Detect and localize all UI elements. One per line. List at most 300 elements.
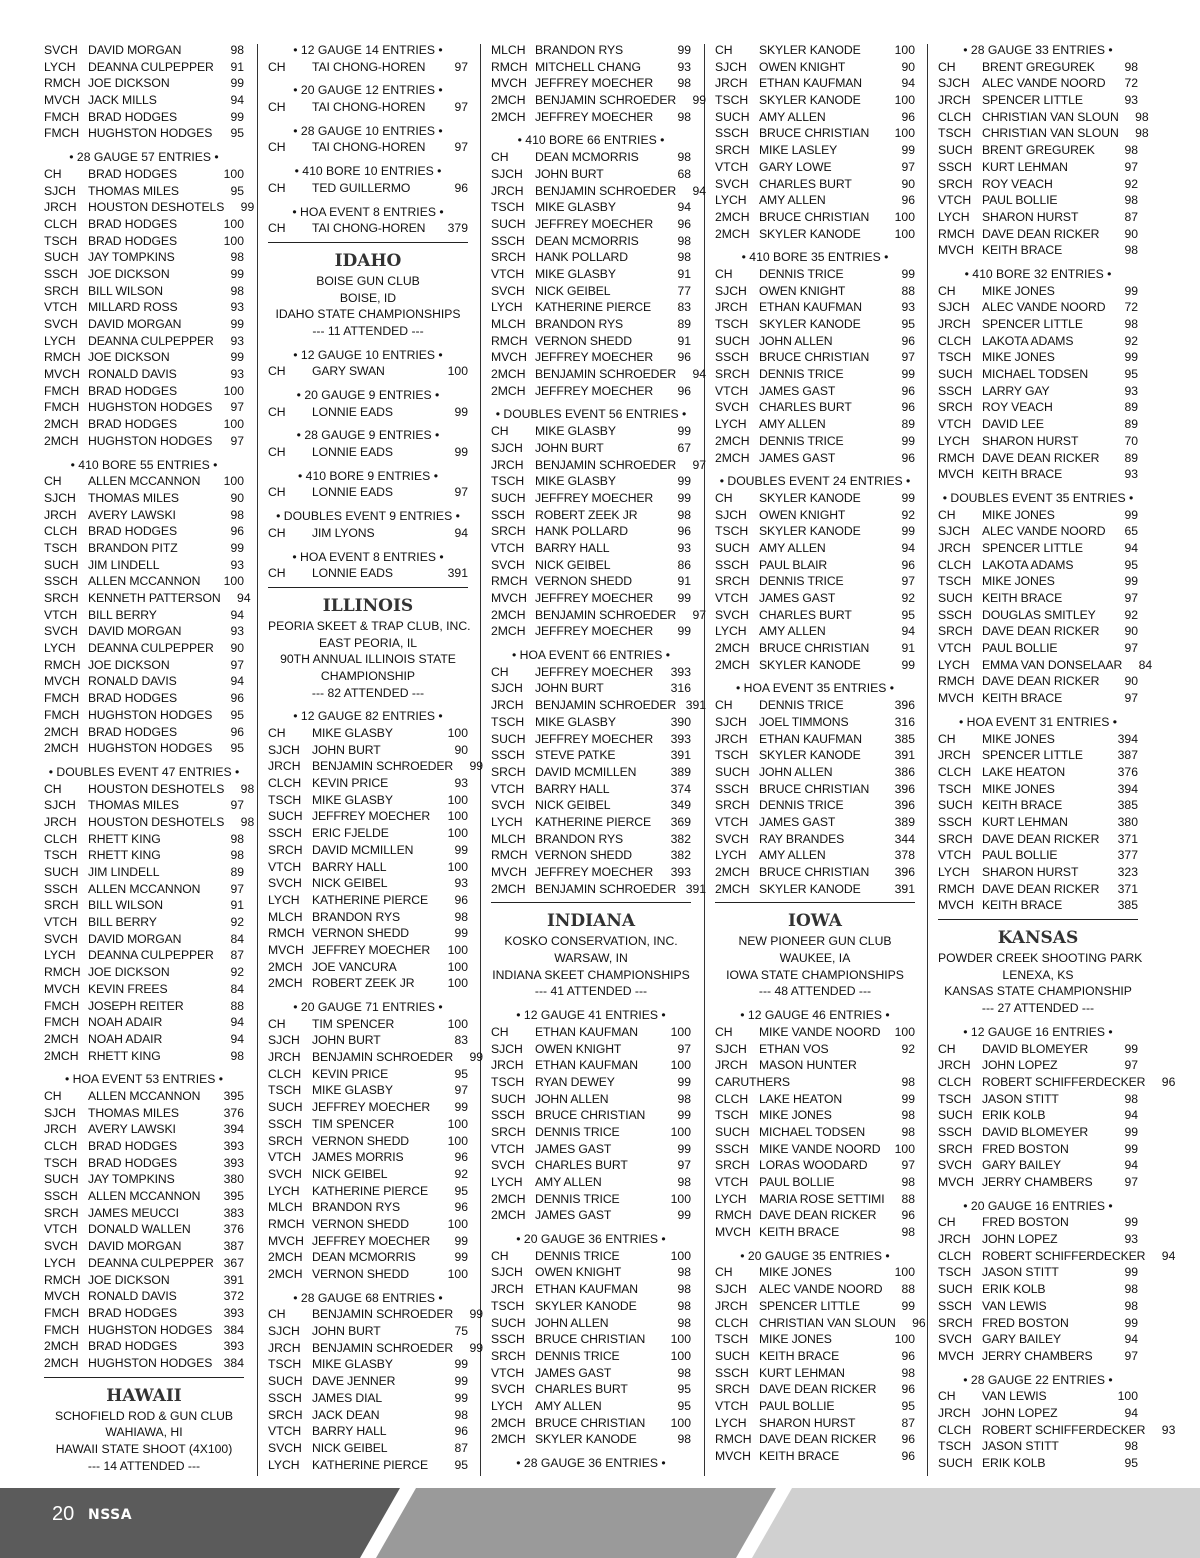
shooter-name: MIKE JONES: [759, 1265, 832, 1280]
class-code: SUCH: [715, 109, 750, 124]
event-heading: • 410 BORE 66 ENTRIES •: [517, 133, 665, 148]
result-row: [938, 92, 1138, 109]
score: 94: [677, 200, 691, 215]
class-code: VTCH: [715, 159, 749, 174]
score: 394: [1117, 731, 1138, 746]
results-columns: [44, 42, 1176, 1478]
shooter-name: BARRY HALL: [312, 859, 387, 874]
result-row: [938, 1455, 1138, 1472]
score: 99: [454, 445, 468, 460]
result-row: [268, 859, 468, 876]
score: 96: [901, 1208, 915, 1223]
result-row: [44, 724, 244, 741]
score: 87: [901, 1415, 915, 1430]
shooter-name: DEANNA CULPEPPER: [88, 59, 214, 74]
state-section: [268, 587, 471, 701]
result-row: [938, 764, 1138, 781]
shooter-name: JOHN BURT: [312, 742, 381, 757]
result-row: [44, 1338, 244, 1355]
column-divider: [704, 44, 705, 1476]
class-code: CLCH: [44, 1139, 78, 1153]
score: 367: [223, 1255, 244, 1270]
result-row: [491, 183, 707, 200]
shooter-name: BENJAMIN SCHROEDER: [312, 1307, 454, 1322]
result-row: [491, 1248, 691, 1265]
score: 99: [692, 93, 707, 108]
shoot-info-line: CHAMPIONSHIP: [320, 668, 416, 683]
result-row: [715, 433, 915, 450]
score: 98: [1135, 126, 1149, 141]
shooter-name: VERNON SHEDD: [535, 574, 632, 589]
score: 395: [223, 1088, 244, 1103]
shooter-name: DEAN MCMORRIS: [535, 150, 639, 165]
shoot-info-line: WAUKEE, IA: [779, 951, 851, 966]
shoot-info-line: --- 41 ATTENDED ---: [534, 984, 648, 999]
class-code: SSCH: [938, 1298, 972, 1313]
result-row: [491, 1398, 691, 1415]
class-code: SVCH: [44, 931, 78, 946]
class-code: FMCH: [44, 998, 80, 1013]
result-row: [938, 607, 1138, 624]
shooter-name: DENNIS TRICE: [759, 367, 844, 382]
class-code: CH: [268, 140, 286, 155]
result-row: [44, 981, 244, 998]
class-code: SSCH: [44, 266, 78, 281]
shooter-name: JAMES GAST: [759, 383, 836, 398]
score: 97: [454, 100, 468, 115]
score: 99: [901, 1091, 915, 1106]
result-row: [44, 707, 244, 724]
shooter-name: BENJAMIN SCHROEDER: [535, 698, 677, 713]
class-code: JRCH: [938, 748, 971, 763]
score: 99: [901, 266, 915, 281]
shooter-name: DAVE DEAN RICKER: [759, 1382, 877, 1397]
shooter-name: CHARLES BURT: [535, 1158, 628, 1173]
class-code: SJCH: [715, 1282, 747, 1297]
score: 97: [454, 485, 468, 500]
class-code: 2MCH: [491, 383, 526, 398]
class-code: SRCH: [938, 831, 973, 846]
shoot-info-line: KANSAS STATE CHAMPIONSHIP: [944, 984, 1132, 999]
shooter-name: KURT LEHMAN: [982, 159, 1068, 174]
result-row: [491, 1381, 691, 1398]
score: 96: [677, 350, 691, 365]
class-code: 2MCH: [268, 976, 303, 991]
shooter-name: BRENT GREGUREK: [982, 143, 1095, 158]
event-heading: • 28 GAUGE 33 ENTRIES •: [963, 43, 1113, 57]
score: 98: [1124, 193, 1138, 208]
class-code: SSCH: [715, 126, 749, 141]
shooter-name: JOSEPH REITER: [88, 998, 184, 1013]
score: 100: [447, 1133, 468, 1148]
class-code: TSCH: [938, 1439, 972, 1454]
class-code: SJCH: [491, 1041, 523, 1056]
state-heading: HAWAII: [106, 1385, 182, 1406]
shooter-name: MIKE GLASBY: [535, 424, 616, 439]
score: 98: [901, 1365, 915, 1380]
shooter-name: THOMAS MILES: [88, 183, 179, 198]
score: 98: [230, 507, 244, 522]
class-code: SSCH: [715, 1365, 749, 1380]
class-code: SUCH: [491, 216, 526, 231]
class-code: TSCH: [938, 126, 972, 141]
result-row: [938, 1438, 1138, 1455]
score: 65: [1124, 524, 1138, 539]
result-row: [268, 99, 468, 116]
class-code: SSCH: [938, 1124, 972, 1139]
score: 100: [223, 383, 244, 398]
shooter-name: RYAN DEWEY: [535, 1074, 615, 1089]
class-code: 2MCH: [44, 724, 79, 739]
shooter-name: MIKE GLASBY: [535, 474, 616, 489]
result-row: [938, 747, 1138, 764]
shooter-name: SPENCER LITTLE: [982, 748, 1083, 763]
shoot-info-line: KOSKO CONSERVATION, INC.: [504, 934, 678, 949]
result-row: [44, 383, 244, 400]
shoot-info-line: --- 82 ATTENDED ---: [311, 685, 425, 700]
result-row: [938, 192, 1138, 209]
result-row: [44, 473, 244, 490]
result-row: [44, 897, 244, 914]
result-row: [715, 109, 915, 126]
shoot-info-line: --- 14 ATTENDED ---: [87, 1458, 201, 1473]
score: 99: [454, 1100, 468, 1115]
class-code: LYCH: [268, 1457, 300, 1472]
result-row: [715, 1448, 915, 1465]
class-code: SUCH: [491, 490, 526, 505]
shooter-name: JASON STITT: [982, 1265, 1059, 1280]
score: 379: [447, 221, 468, 236]
shooter-name: SKYLER KANODE: [535, 1298, 637, 1313]
result-row: [938, 507, 1138, 524]
shooter-name: NICK GEIBEL: [312, 876, 388, 891]
score: 98: [230, 848, 244, 863]
class-code: LYCH: [44, 59, 76, 74]
result-row: [715, 1091, 915, 1108]
shooter-name: JAY TOMPKINS: [88, 1172, 175, 1187]
result-row: [44, 1238, 244, 1255]
result-row: [491, 283, 691, 300]
result-row: [44, 216, 244, 233]
score: 95: [677, 1398, 691, 1413]
class-code: VTCH: [44, 300, 78, 315]
class-code: SVCH: [491, 1382, 525, 1397]
score: 96: [230, 524, 244, 539]
shooter-name: JOHN BURT: [535, 681, 604, 696]
shooter-name: ROBERT SCHIFFERDECKER: [982, 1074, 1146, 1089]
shooter-name: VAN LEWIS: [982, 1389, 1047, 1404]
result-row: [491, 1191, 691, 1208]
class-code: SUCH: [715, 333, 750, 348]
score: 95: [230, 126, 244, 141]
class-code: JRCH: [715, 300, 748, 315]
state-heading: IDAHO: [334, 250, 402, 271]
shooter-name: ROY VEACH: [982, 176, 1053, 191]
score: 387: [1117, 748, 1138, 763]
score: 96: [454, 892, 468, 907]
score: 100: [670, 1024, 691, 1039]
result-row: [44, 847, 244, 864]
score: 99: [677, 1141, 691, 1156]
class-code: SUCH: [938, 591, 973, 605]
score: 99: [1124, 1124, 1138, 1139]
score: 96: [901, 333, 915, 348]
shooter-name: BRANDON PITZ: [88, 540, 178, 555]
shooter-name: RONALD DAVIS: [88, 674, 177, 689]
shooter-name: JEFFREY MOECHER: [535, 383, 654, 398]
class-code: RMCH: [938, 881, 975, 896]
score: 384: [223, 1322, 244, 1337]
shooter-name: AMY ALLEN: [535, 1398, 602, 1413]
score: 316: [670, 681, 691, 696]
result-row: [715, 399, 915, 416]
shooter-name: NICK GEIBEL: [535, 798, 611, 813]
class-code: SRCH: [715, 143, 750, 158]
class-code: FMCH: [44, 400, 80, 415]
result-row: [491, 1157, 691, 1174]
class-code: LYCH: [715, 1191, 747, 1206]
class-code: MVCH: [938, 898, 974, 913]
result-row: [938, 814, 1138, 831]
score: 98: [1124, 59, 1138, 74]
class-code: SRCH: [938, 176, 973, 191]
score: 90: [901, 176, 915, 191]
score: 90: [1124, 624, 1138, 639]
result-row: [715, 1224, 915, 1241]
shooter-name: BRAD HODGES: [88, 1139, 177, 1153]
score: 99: [901, 433, 915, 448]
result-row: [491, 507, 691, 524]
score: 99: [230, 109, 244, 124]
result-row: [715, 490, 915, 507]
shooter-name: MIKE GLASBY: [535, 714, 616, 729]
class-code: SUCH: [491, 1315, 526, 1330]
shooter-name: JOHN BURT: [312, 1324, 381, 1339]
score: 92: [230, 915, 244, 930]
score: 98: [677, 250, 691, 265]
class-code: 2MCH: [44, 433, 79, 448]
shooter-name: JAMES GAST: [535, 1365, 612, 1380]
score: 89: [1124, 400, 1138, 415]
score: 99: [1124, 1315, 1138, 1330]
shooter-name: PAUL BOLLIE: [982, 848, 1058, 863]
class-code: SUCH: [938, 367, 973, 382]
score: 97: [1124, 1058, 1138, 1073]
shooter-name: BENJAMIN SCHROEDER: [312, 1340, 454, 1355]
result-row: [491, 607, 707, 624]
score: 89: [677, 317, 691, 331]
shooter-name: PAUL BLAIR: [759, 557, 828, 572]
score: 98: [1124, 1091, 1138, 1106]
class-code: SUCH: [491, 1091, 526, 1106]
class-code: CH: [491, 664, 509, 679]
class-code: MVCH: [44, 981, 80, 996]
class-code: SVCH: [491, 283, 525, 298]
class-code: JRCH: [491, 183, 524, 198]
score: 98: [677, 1091, 691, 1106]
result-row: [715, 881, 915, 898]
result-row: [938, 657, 1153, 674]
result-row: [268, 942, 468, 959]
score: 93: [454, 776, 468, 791]
result-row: [938, 1107, 1138, 1124]
class-code: SJCH: [715, 59, 747, 74]
class-code: TSCH: [491, 474, 525, 489]
result-row: [491, 75, 691, 92]
score: 88: [901, 1191, 915, 1206]
class-code: CH: [715, 490, 733, 505]
result-row: [44, 998, 244, 1015]
result-row: [268, 1440, 468, 1457]
score: 391: [447, 566, 468, 581]
shooter-name: SKYLER KANODE: [759, 881, 861, 896]
class-code: 2MCH: [44, 1048, 79, 1063]
score: 98: [454, 909, 468, 924]
class-code: RMCH: [44, 965, 81, 980]
shooter-name: JOHN ALLEN: [535, 1315, 609, 1330]
result-row: [491, 764, 691, 781]
result-row: [44, 1205, 244, 1222]
score: 97: [454, 1083, 468, 1098]
result-row: [938, 1041, 1138, 1058]
score: 100: [447, 826, 468, 841]
event-heading: • 28 GAUGE 9 ENTRIES •: [296, 428, 440, 443]
result-row: [715, 1174, 915, 1191]
result-row: [268, 825, 468, 842]
class-code: CH: [268, 59, 286, 74]
shooter-name: VERNON SHEDD: [535, 848, 632, 863]
class-code: MVCH: [491, 76, 527, 91]
score: 100: [447, 726, 468, 740]
state-section: [44, 1377, 244, 1475]
result-row: [44, 881, 244, 898]
shooter-name: ERIK KOLB: [982, 1456, 1046, 1470]
shooter-name: JAMES GAST: [535, 1208, 612, 1223]
result-row: [44, 797, 244, 814]
column-divider: [927, 44, 928, 1476]
shooter-name: RHETT KING: [88, 1048, 161, 1063]
score: 94: [1124, 1332, 1138, 1347]
shooter-name: LAKE HEATON: [982, 764, 1066, 779]
class-code: SVCH: [44, 317, 78, 331]
shooter-name: BRUCE CHRISTIAN: [535, 1332, 646, 1347]
score: 84: [1138, 657, 1153, 672]
result-row: [938, 1057, 1138, 1074]
result-row: [715, 1365, 915, 1382]
result-row: [715, 714, 915, 731]
class-code: RMCH: [491, 848, 528, 863]
class-code: CLCH: [268, 776, 302, 791]
score: 98: [901, 1108, 915, 1123]
class-code: TSCH: [715, 317, 749, 331]
shooter-name: DAVE DEAN RICKER: [759, 1208, 877, 1223]
class-code: LYCH: [938, 657, 970, 672]
result-row: [715, 1141, 915, 1158]
score: 96: [230, 724, 244, 739]
shooter-name: OWEN KNIGHT: [759, 283, 846, 298]
score: 100: [447, 1267, 468, 1281]
shooter-name: JOEL TIMMONS: [759, 714, 849, 729]
shooter-name: NICK GEIBEL: [535, 283, 611, 298]
class-code: JRCH: [715, 1058, 748, 1073]
shooter-name: THOMAS MILES: [88, 798, 179, 813]
score: 100: [894, 43, 915, 57]
shooter-name: KEITH BRACE: [759, 1348, 840, 1363]
class-code: SJCH: [938, 300, 970, 315]
shooter-name: JAY TOMPKINS: [88, 250, 175, 265]
class-code: CLCH: [715, 1091, 749, 1106]
shooter-name: RHETT KING: [88, 831, 161, 846]
shooter-name: JOE DICKSON: [88, 350, 170, 365]
score: 95: [230, 707, 244, 722]
result-row: [938, 299, 1138, 316]
score: 100: [894, 93, 915, 108]
score: 70: [1124, 433, 1138, 448]
event-heading: • HOA EVENT 8 ENTRIES •: [292, 204, 444, 219]
score: 90: [454, 742, 468, 757]
class-code: SSCH: [491, 1108, 525, 1123]
class-code: SRCH: [491, 1124, 526, 1139]
result-row: [715, 1315, 926, 1332]
class-code: MVCH: [44, 1289, 80, 1304]
class-code: 2MCH: [44, 741, 79, 756]
shooter-name: ERIK KOLB: [982, 1108, 1046, 1123]
score: 99: [454, 1357, 468, 1372]
score: 98: [677, 109, 691, 124]
shooter-name: BRAD HODGES: [88, 691, 177, 706]
result-row: [715, 623, 915, 640]
result-row: [715, 814, 915, 831]
shooter-name: JEFFREY MOECHER: [535, 731, 654, 746]
result-row: [938, 242, 1138, 259]
score: 97: [901, 1158, 915, 1173]
result-row: [44, 399, 244, 416]
score: 93: [454, 876, 468, 891]
score: 378: [894, 848, 915, 863]
class-code: SUCH: [938, 143, 973, 158]
score: 371: [1117, 831, 1138, 846]
score: 99: [230, 540, 244, 555]
event-heading: • 28 GAUGE 36 ENTRIES •: [516, 1456, 666, 1470]
class-code: LYCH: [44, 333, 76, 348]
result-row: [44, 92, 244, 109]
shooter-name: ALEC VANDE NOORD: [982, 76, 1106, 91]
score: 98: [240, 781, 255, 796]
shooter-name: SKYLER KANODE: [759, 226, 861, 241]
class-code: JRCH: [268, 1340, 301, 1355]
result-row: [715, 299, 915, 316]
score: 89: [1124, 417, 1138, 432]
shooter-name: BRUCE CHRISTIAN: [759, 781, 870, 796]
class-code: SSCH: [938, 159, 972, 174]
class-code: 2MCH: [715, 657, 750, 672]
class-code: CH: [938, 1389, 956, 1404]
class-code: SRCH: [44, 283, 79, 298]
class-code: CH: [715, 266, 733, 281]
result-row: [268, 758, 484, 775]
shooter-name: KURT LEHMAN: [759, 1365, 845, 1380]
class-code: 2MCH: [268, 959, 303, 974]
shooter-name: MIKE GLASBY: [312, 1357, 393, 1372]
class-code: LYCH: [268, 892, 300, 907]
class-code: RMCH: [44, 1272, 81, 1287]
result-row: [268, 139, 468, 156]
shoot-info-line: LENEXA, KS: [1002, 967, 1074, 982]
shooter-name: MIKE GLASBY: [312, 726, 393, 740]
score: 77: [677, 283, 691, 298]
class-code: RMCH: [44, 350, 81, 365]
class-code: SVCH: [491, 1158, 525, 1173]
